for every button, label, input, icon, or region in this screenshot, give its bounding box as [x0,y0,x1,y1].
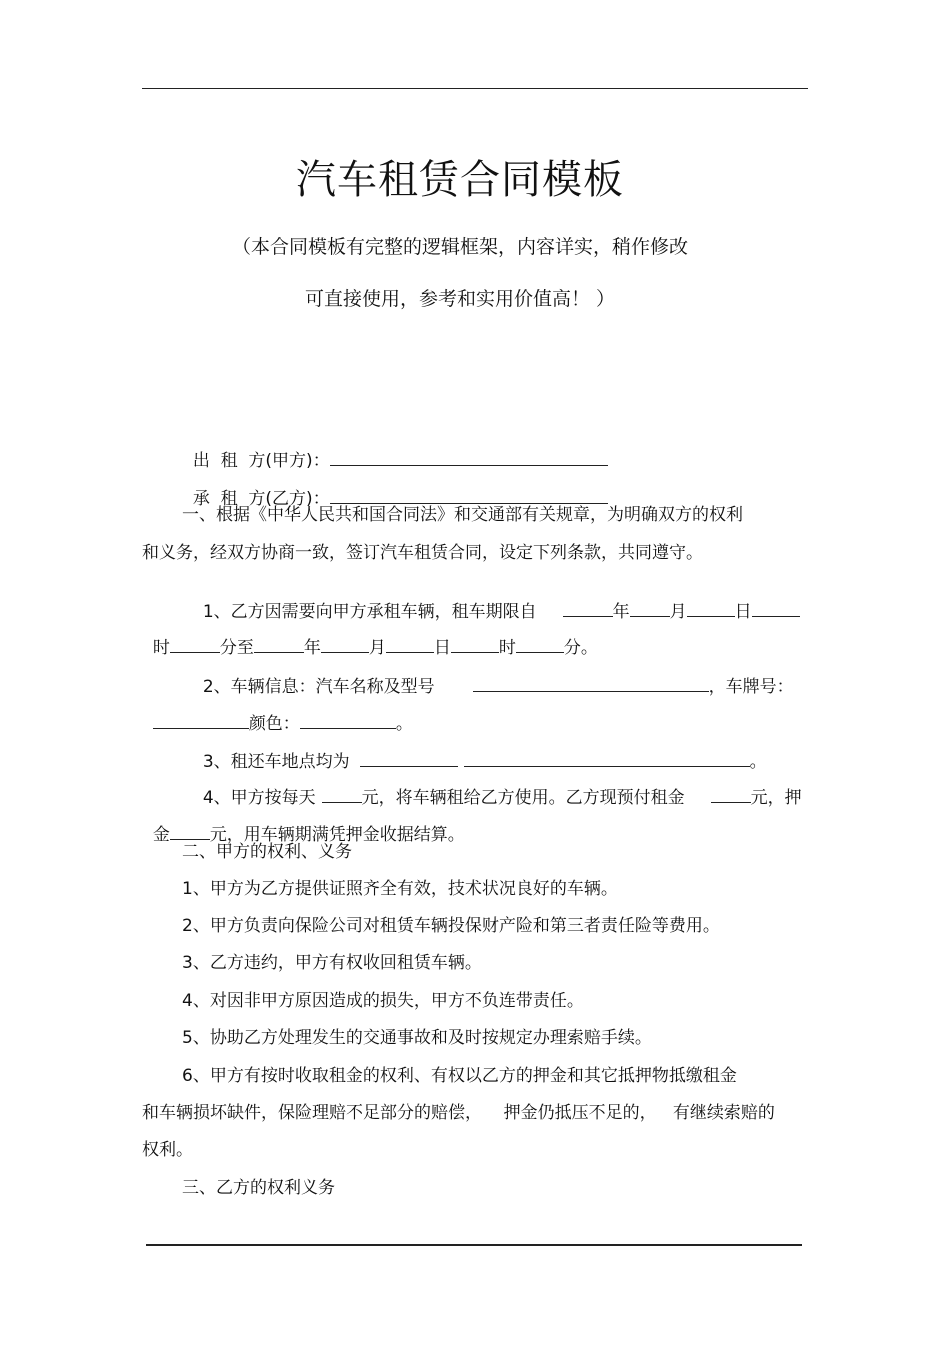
period-mark: 。 [749,752,767,772]
clause-3-text: 3、租还车地点均为 [202,752,350,772]
to-label: 至 [236,638,254,658]
prepaid-rent-blank[interactable] [711,786,751,803]
deposit-label: 金 [152,825,170,845]
period-mark: 。 [395,714,413,734]
section2-item-4: 4、对因非甲方原因造成的损失，甲方不负连带责任。 [182,991,584,1011]
footer-rule [146,1244,802,1246]
lessee-label: 承 租 方(乙方)： [192,489,330,509]
section1-intro-line-2: 和义务，经双方协商一致，签订汽车租赁合同，设定下列条款，共同遵守。 [142,543,703,563]
section2-item-3: 3、乙方违约，甲方有权收回租赁车辆。 [182,953,482,973]
month-label: 月 [368,638,386,658]
start-hour-blank[interactable] [752,600,800,617]
clause-4-text-3: 元，押 [750,788,802,808]
start-minute-blank[interactable] [170,636,220,653]
end-hour-blank[interactable] [451,636,499,653]
day-label: 日 [734,602,752,622]
section2-item-5: 5、协助乙方处理发生的交通事故和及时按规定办理索赔手续。 [182,1028,652,1048]
color-label: 颜色： [248,714,300,734]
end-day-blank[interactable] [386,636,434,653]
period-mark: 。 [580,638,598,658]
day-label: 日 [433,638,451,658]
start-day-blank[interactable] [687,600,735,617]
subtitle-line-1: （本合同模板有完整的逻辑框架，内容详实，稍作修改 [231,236,688,258]
plate-label: ，车牌号： [708,677,794,697]
end-year-blank[interactable] [254,636,304,653]
month-label: 月 [669,602,687,622]
end-minute-blank[interactable] [516,636,564,653]
clause-4-text-2: 元，将车辆租给乙方使用。乙方现预付租金 [361,788,685,808]
section1-intro-line-1: 一、根据《中华人民共和国合同法》和交通部有关规章，为明确双方的权利 [182,505,743,525]
end-month-blank[interactable] [321,636,369,653]
header-rule [142,88,808,89]
minute-label: 分 [219,638,237,658]
section2-item-2: 2、甲方负责向保险公司对租赁车辆投保财产险和第三者责任险等费用。 [182,916,720,936]
clause-4-text-4: 元，用车辆期满凭押金收据结算。 [209,825,465,845]
minute-label: 分 [563,638,581,658]
clause-1-text: 1、乙方因需要向甲方承租车辆，租车期限自 [202,602,537,622]
car-model-blank[interactable] [473,675,709,692]
section2-item-6-line-2: 和车辆损坏缺件，保险理赔不足部分的赔偿， 押金仍抵压不足的， 有继续索赔的 [142,1103,775,1123]
clause-4-text: 4、甲方按每天 [202,788,316,808]
section2-heading: 二、甲方的权利、义务 [182,842,352,862]
start-month-blank[interactable] [630,600,670,617]
clause-2-text: 2、车辆信息：汽车名称及型号 [202,677,435,697]
section3-heading: 三、乙方的权利义务 [182,1178,335,1198]
subtitle-line-2: 可直接使用，参考和实用价值高！ ） [304,288,616,310]
section2-item-6-line-1: 6、甲方有按时收取租金的权利、有权以乙方的押金和其它抵押物抵缴租金 [182,1066,737,1086]
section2-item-6-line-3: 权利。 [142,1140,193,1160]
document-title: 汽车租赁合同模板 [296,157,624,203]
hour-label: 时 [498,638,516,658]
section2-item-1: 1、甲方为乙方提供证照齐全有效，技术状况良好的车辆。 [182,879,618,899]
year-label: 年 [612,602,630,622]
hour-label: 时 [152,638,170,658]
lessor-label: 出 租 方(甲方)： [192,451,330,471]
year-label: 年 [303,638,321,658]
